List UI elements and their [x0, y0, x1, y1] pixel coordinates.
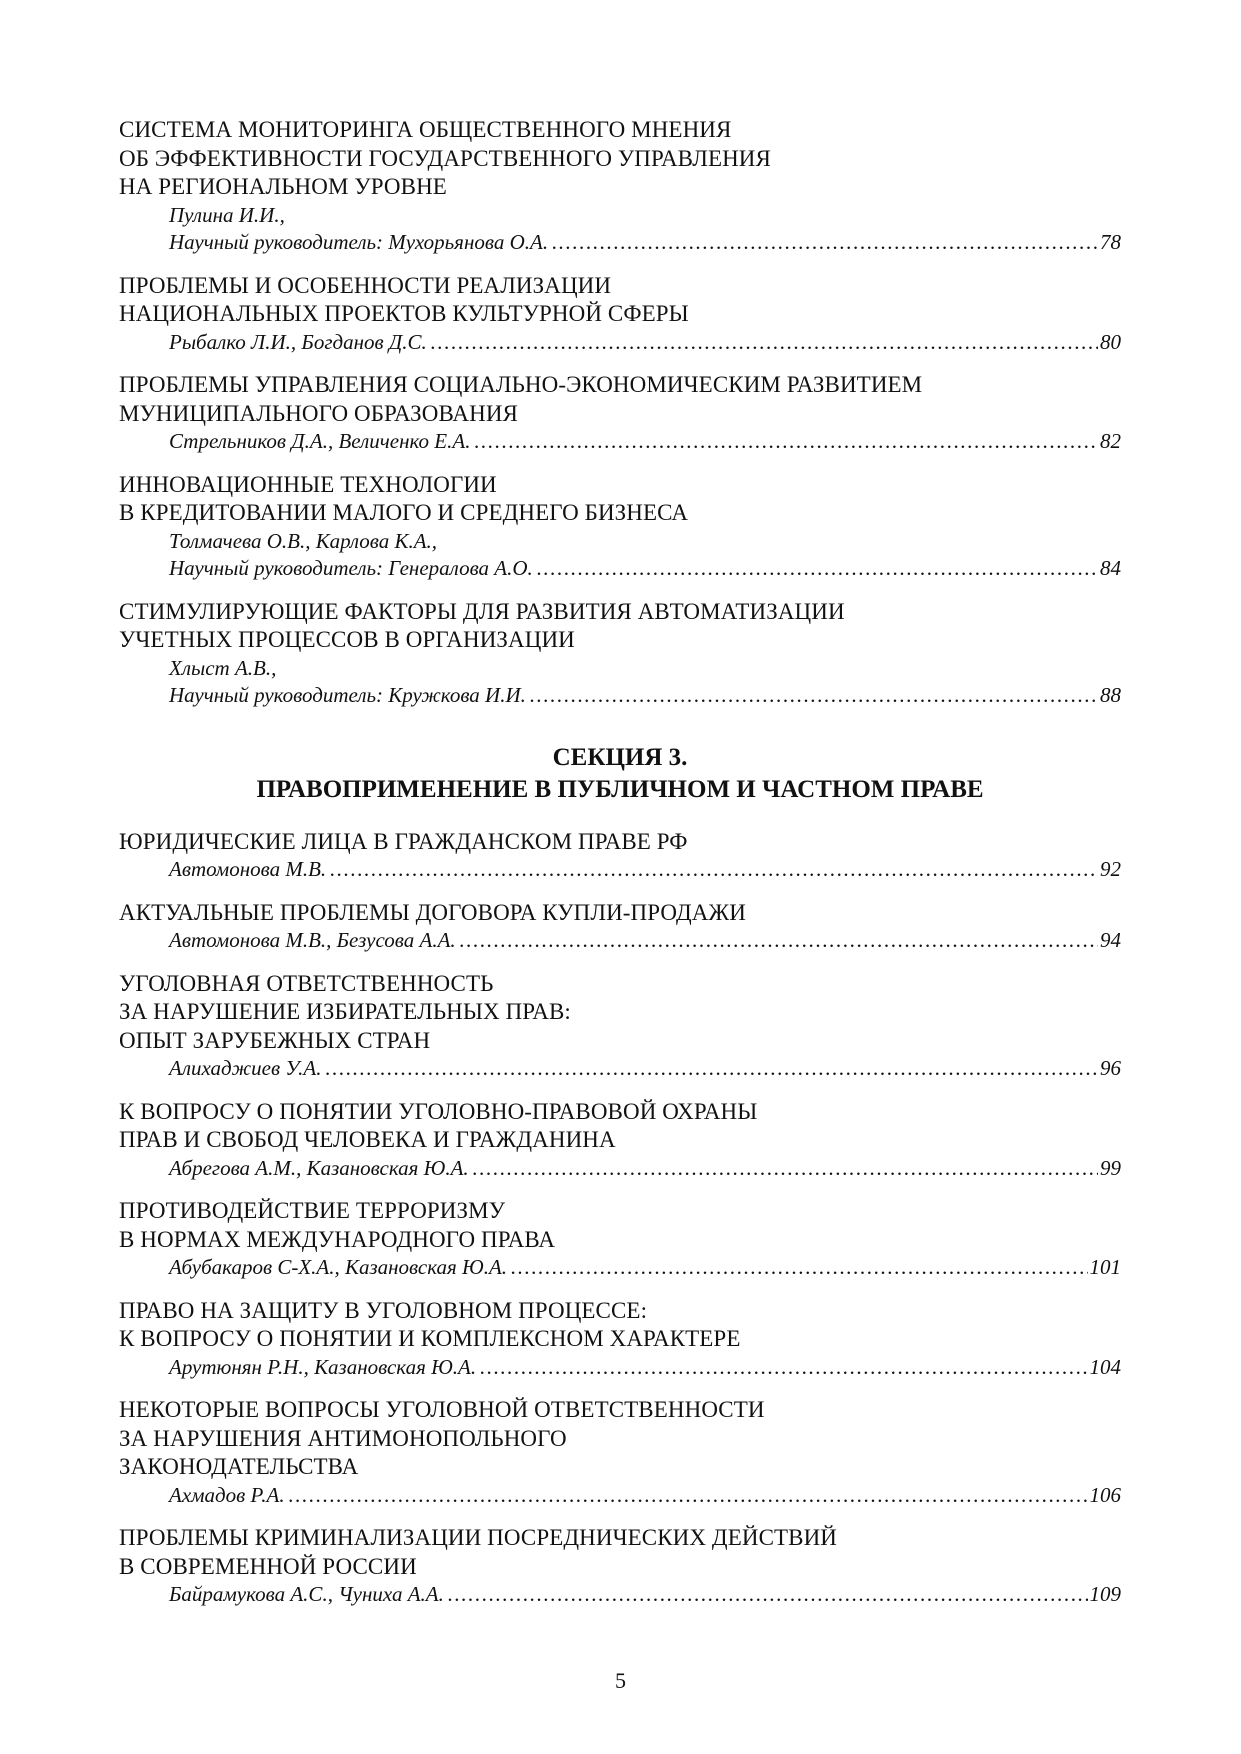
entry-title-line: АКТУАЛЬНЫЕ ПРОБЛЕМЫ ДОГОВОРА КУПЛИ-ПРОДАЖИ	[119, 899, 746, 925]
dot-leader	[530, 682, 1098, 710]
entry-leader-line	[119, 229, 1121, 257]
entry-title-line: К ВОПРОСУ О ПОНЯТИИ УГОЛОВНО-ПРАВОВОЙ ОХРАНЫ	[119, 1098, 758, 1124]
entry-leader-line	[119, 1155, 1121, 1183]
entry-author-text: Абрегова А.М., Казановская Ю.А.	[169, 1155, 469, 1180]
entry-author-text: Стрельников Д.А., Величенко Е.А.	[169, 429, 471, 453]
entry-page-number: 101	[1089, 1255, 1121, 1279]
entry-leader-line	[119, 1354, 1121, 1382]
table-of-contents	[119, 116, 1121, 1624]
entry-page-number: 106	[1089, 1482, 1121, 1507]
section-heading-line: ПРАВОПРИМЕНЕНИЕ В ПУБЛИЧНОМ И ЧАСТНОМ ПРАВЕ	[256, 775, 984, 803]
entry-title-line: В КРЕДИТОВАНИИ МАЛОГО И СРЕДНЕГО БИЗНЕСА	[119, 500, 689, 525]
entry-author-line: Толмачева О.В., Карлова К.А.,	[169, 528, 438, 553]
entry-title-line: СИСТЕМА МОНИТОРИНГА ОБЩЕСТВЕННОГО МНЕНИЯ	[119, 117, 732, 142]
dot-leader	[537, 555, 1098, 583]
entry-author-text: Рыбалко Л.И., Богданов Д.С.	[169, 329, 427, 354]
entry-leader-line	[119, 428, 1121, 456]
toc-entry[interactable]	[119, 1098, 1121, 1183]
entry-page-number: 80	[1100, 329, 1121, 354]
entry-leader-line	[119, 1055, 1121, 1083]
toc-entry[interactable]	[119, 1524, 1121, 1609]
entry-title-line: В СОВРЕМЕННОЙ РОССИИ	[119, 1553, 417, 1579]
entry-page-number: 109	[1089, 1582, 1121, 1606]
dot-leader	[480, 1354, 1087, 1382]
entry-author-text: Байрамукова А.С., Чуниха А.А.	[169, 1582, 444, 1606]
entry-page-number: 99	[1100, 1155, 1121, 1180]
entry-page-number: 94	[1100, 928, 1121, 952]
entry-author-text: Автомонова М.В.	[169, 857, 327, 881]
entry-title-line: ИННОВАЦИОННЫЕ ТЕХНОЛОГИИ	[119, 471, 497, 497]
entry-author-text: Автомонова М.В., Безусова А.А.	[169, 928, 456, 952]
toc-entry[interactable]	[119, 828, 1121, 884]
toc-entry[interactable]	[119, 116, 1121, 257]
toc-entry[interactable]	[119, 1396, 1121, 1509]
entry-page-number: 104	[1089, 1354, 1121, 1379]
toc-section	[119, 116, 1121, 710]
entry-author-line: Пулина И.И.,	[169, 202, 285, 227]
entry-page-number: 84	[1100, 556, 1121, 580]
toc-entry[interactable]	[119, 272, 1121, 357]
entry-title-line: ПРАВ И СВОБОД ЧЕЛОВЕКА И ГРАЖДАНИНА	[119, 1127, 616, 1152]
toc-entry[interactable]	[119, 899, 1121, 955]
entry-leader-line	[119, 927, 1121, 955]
entry-title-line: ПРОБЛЕМЫ УПРАВЛЕНИЯ СОЦИАЛЬНО-ЭКОНОМИЧЕСКИМ РАЗВИТИЕМ	[119, 372, 923, 397]
entry-page-number: 96	[1100, 1056, 1121, 1080]
entry-page-number: 82	[1100, 429, 1121, 453]
entry-leader-line	[119, 856, 1121, 884]
entry-author-text: Научный руководитель: Мухорьянова О.А.	[169, 230, 549, 254]
entry-author-text: Алихаджиев У.А.	[169, 1056, 322, 1080]
entry-title-line: ЗАКОНОДАТЕЛЬСТВА	[119, 1454, 359, 1479]
dot-leader	[431, 329, 1098, 357]
entry-title-line: НА РЕГИОНАЛЬНОМ УРОВНЕ	[119, 174, 447, 199]
entry-author-line: Хлыст А.В.,	[169, 655, 277, 680]
entry-page-number: 92	[1100, 857, 1121, 881]
entry-leader-line	[119, 329, 1121, 357]
toc-entry[interactable]	[119, 970, 1121, 1083]
entry-title-line: ЗА НАРУШЕНИЯ АНТИМОНОПОЛЬНОГО	[119, 1425, 567, 1451]
entry-title-line: ЗА НАРУШЕНИЕ ИЗБИРАТЕЛЬНЫХ ПРАВ:	[119, 999, 571, 1024]
entry-page-number: 78	[1100, 230, 1121, 254]
section-heading-line: СЕКЦИЯ 3.	[552, 743, 688, 771]
entry-title-line: К ВОПРОСУ О ПОНЯТИИ И КОМПЛЕКСНОМ ХАРАКТЕРЕ	[119, 1326, 741, 1351]
entry-title-line: УГОЛОВНАЯ ОТВЕТСТВЕННОСТЬ	[119, 970, 494, 996]
entry-leader-line	[119, 1254, 1121, 1282]
entry-title-line: ПРОБЛЕМЫ КРИМИНАЛИЗАЦИИ ПОСРЕДНИЧЕСКИХ ДЕЙСТВИЙ	[119, 1525, 838, 1550]
dot-leader	[511, 1254, 1087, 1282]
dot-leader	[460, 927, 1098, 955]
toc-entry[interactable]	[119, 1297, 1121, 1382]
entry-title-line: ОПЫТ ЗАРУБЕЖНЫХ СТРАН	[119, 1027, 431, 1053]
entry-title-line: НАЦИОНАЛЬНЫХ ПРОЕКТОВ КУЛЬТУРНОЙ СФЕРЫ	[119, 301, 689, 326]
entry-leader-line	[119, 555, 1121, 583]
dot-leader	[289, 1482, 1088, 1510]
entry-author-text: Арутюнян Р.Н., Казановская Ю.А.	[169, 1354, 477, 1379]
dot-leader	[330, 856, 1098, 884]
entry-leader-line	[119, 1482, 1121, 1510]
entry-title-line: ПРОТИВОДЕЙСТВИЕ ТЕРРОРИЗМУ	[119, 1198, 506, 1223]
entry-leader-line	[119, 1581, 1121, 1609]
entry-title-line: В НОРМАХ МЕЖДУНАРОДНОГО ПРАВА	[119, 1226, 556, 1252]
toc-entry[interactable]	[119, 1197, 1121, 1282]
dot-leader	[326, 1055, 1098, 1083]
entry-author-text: Абубакаров С-Х.А., Казановская Ю.А.	[169, 1255, 508, 1279]
toc-entry[interactable]	[119, 471, 1121, 583]
dot-leader	[473, 1155, 1098, 1183]
section-heading	[119, 742, 1121, 806]
toc-section	[119, 742, 1121, 1609]
entry-title-line: ЮРИДИЧЕСКИЕ ЛИЦА В ГРАЖДАНСКОМ ПРАВЕ РФ	[119, 828, 688, 854]
entry-author-text: Научный руководитель: Кружкова И.И.	[169, 683, 526, 707]
dot-leader	[448, 1581, 1088, 1609]
entry-page-number: 88	[1100, 683, 1121, 707]
entry-title-line: СТИМУЛИРУЮЩИЕ ФАКТОРЫ ДЛЯ РАЗВИТИЯ АВТОМАТИЗАЦИИ	[119, 598, 845, 624]
entry-leader-line	[119, 682, 1121, 710]
entry-title-line: ПРОБЛЕМЫ И ОСОБЕННОСТИ РЕАЛИЗАЦИИ	[119, 272, 612, 298]
dot-leader	[552, 229, 1098, 257]
entry-author-text: Научный руководитель: Генералова А.О.	[169, 556, 533, 580]
entry-title-line: МУНИЦИПАЛЬНОГО ОБРАЗОВАНИЯ	[119, 400, 519, 426]
entry-title-line: УЧЕТНЫХ ПРОЦЕССОВ В ОРГАНИЗАЦИИ	[119, 627, 575, 652]
dot-leader	[474, 428, 1098, 456]
toc-entry[interactable]	[119, 371, 1121, 456]
entry-title-line: ПРАВО НА ЗАЩИТУ В УГОЛОВНОМ ПРОЦЕССЕ:	[119, 1297, 648, 1323]
page-number: 5	[615, 1668, 626, 1693]
entry-title-line: НЕКОТОРЫЕ ВОПРОСЫ УГОЛОВНОЙ ОТВЕТСТВЕННОСТИ	[119, 1397, 765, 1422]
entry-author-text: Ахмадов Р.А.	[169, 1482, 285, 1507]
entry-title-line: ОБ ЭФФЕКТИВНОСТИ ГОСУДАРСТВЕННОГО УПРАВЛЕНИЯ	[119, 145, 771, 171]
toc-entry[interactable]	[119, 598, 1121, 710]
